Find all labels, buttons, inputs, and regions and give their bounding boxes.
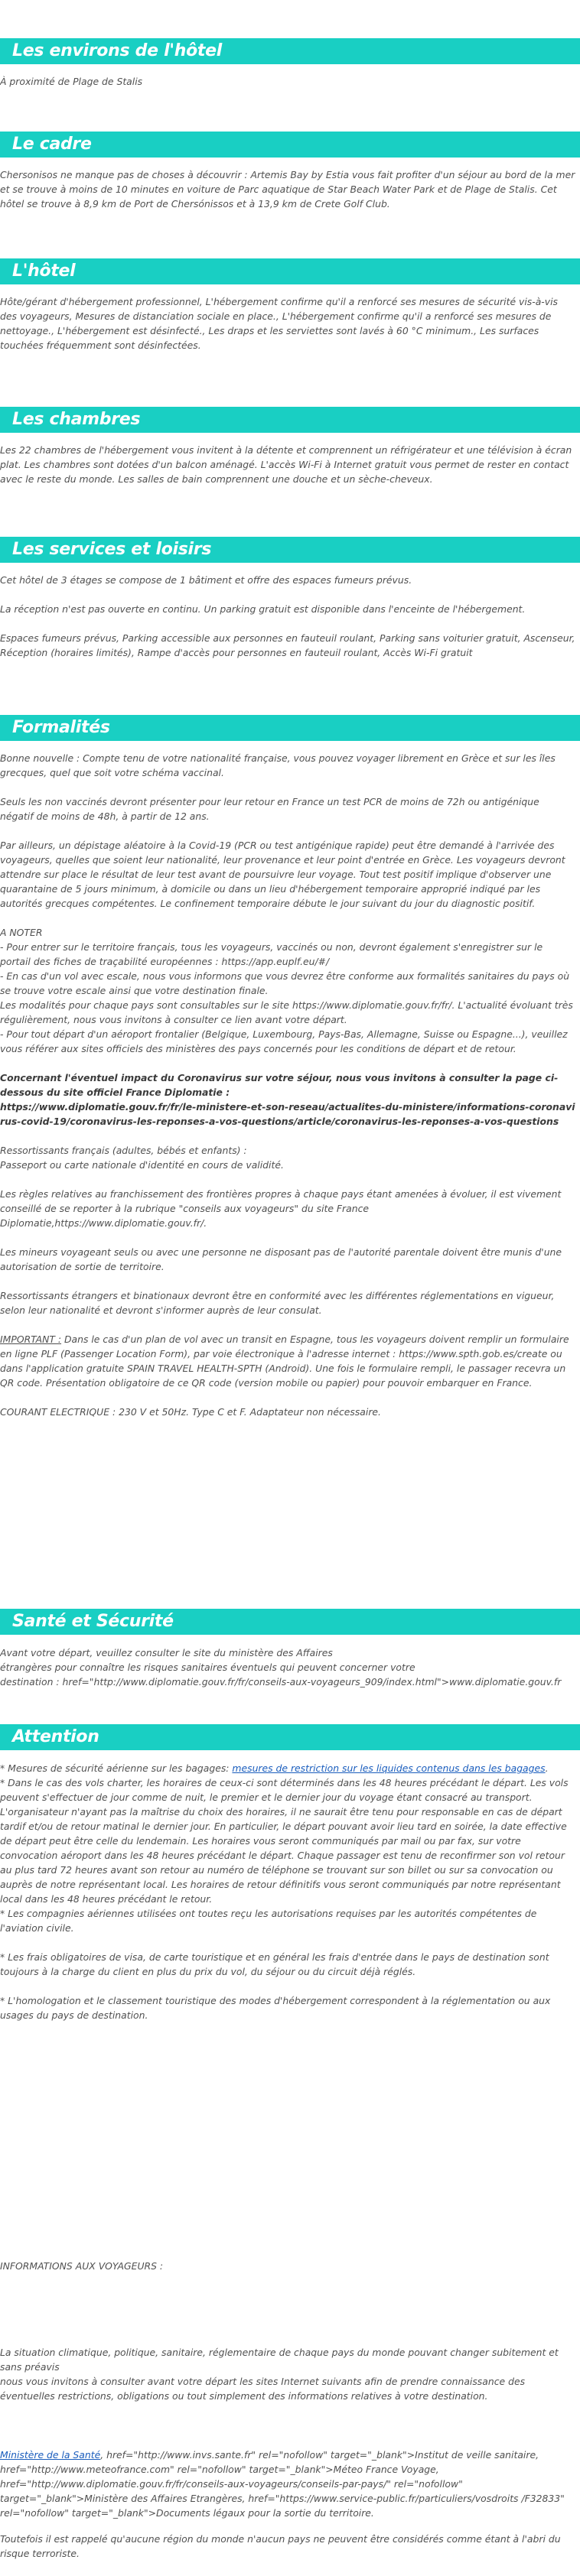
surroundings-text: À proximité de Plage de Stalis [0,76,143,87]
services-paragraph: La réception n'est pas ouverte en continu. Un parking gratuit est disponible dans l'enceinte de l'hébergement. [0,603,526,615]
section-title-formalities: Formalités [0,715,580,741]
formalities-text [0,751,575,1419]
setting-text: Chersonisos ne manque pas de choses à découvrir : Artemis Bay by Estia vous fait profiter d'un séjour au bord de la mer et se trouve à moins de 10 minutes en voiture de Parc aquatique de Star Beach Water Park et de Plage de Stalis. Cet hôtel se trouve à 8,9 km de Port de Chersónissos et à 13,9 km de Crete Golf Club. [0,169,575,210]
travel-info-line: La situation climatique, politique, sanitaire, réglementaire de chaque pays du monde pouvant changer subitement et sans préavis [0,2347,559,2373]
hotel-text: Hôte/gérant d'hébergement professionnel, L'hébergement confirme qu'il a renforcé ses mesures de sécurité vis-à-vis des voyageurs, Mesures de distanciation sociale en place., L'hébergement confirme qu'il a renforcé ses mesures de nettoyage., L'hébergement est désinfecté., Les draps et les serviettes sont lavés à 60 °C minimum., Les surfaces touchées fréquemment sont désinfectées. [0,296,558,351]
health-line: Avant votre départ, veuillez consulter le site du ministère des Affaires [0,1647,333,1658]
rating-paragraph: * L'homologation et le classement touristique des modes d'hébergement correspondent à la réglementation ou aux usages du pays de destination. [0,1995,551,2021]
electric-text: COURANT ELECTRIQUE : 230 V et 50Hz. Type C et F. Adaptateur non nécessaire. [0,1406,381,1418]
section-title-rooms: Les chambres [0,407,580,433]
note-item: - Pour entrer sur le territoire français, tous les voyageurs, vaccinés ou non, devront également s'enregistrer sur le portail des fiches de traçabilité européennes : https://app.euplf.eu/#/ [0,941,543,967]
rooms-text: Les 22 chambres de l'hébergement vous invitent à la détente et comprennent un réfrigérateur et une télévision à écran plat. Les chambres sont dotées d'un balcon aménagé. L'accès Wi-Fi à Internet gratuit vous permet de rester en contact avec le reste du monde. Les salles de bain comprennent une douche et un sèche-cheveux. [0,444,572,485]
travel-info-text [0,2345,575,2403]
schedule-paragraph: * Dans le cas des vols charter, les horaires de ceux-ci sont déterminés dans les 48 heures précédant le départ. Les vols peuvent s'effectuer de jour comme de nuit, le premier et le dernier jour du voyage étant consacré au transport. L'organisateur n'ayant pas la maîtrise du choix des horaires, il ne saurait être tenu pour responsable en cas de départ tardif et/ou de retour matinal le dernier jour. En particulier, le départ pouvant avoir lieu tard en soirée, la date effective de départ peut être celle du lendemain. Les horaires vous seront communiqués par mail ou par fax, sur votre convocation aéroport dans les 48 heures précédant le départ. Chaque passager est tenu de reconfirmer son vol retour au plus tard 72 heures avant son retour au numéro de téléphone se trouvant sur son billet ou sur sa convocation ou auprès de notre représentant local. Les horaires de retour définitifs vous seront communiqués par notre représentant local dans les 48 heures précédant le retour. [0,1777,569,1905]
note-item: - En cas d'un vol avec escale, nous vous informons que vous devrez être conforme aux formalités sanitaires du pays où se trouve votre escale ainsi que votre destination finale. [0,970,570,996]
travel-info-line: nous vous invitons à consulter avant votre départ les sites Internet suivants afin de prendre connaissance des éventuelles restrictions, obligations ou tout simplement des informations relatives à votre destination. [0,2376,526,2402]
note-item: Les modalités pour chaque pays sont consultables sur le site https://www.diplomatie.gouv.fr/fr/. L'actualité évoluant très régulièrement, nous vous invitons à consulter ce lien avant votre départ. [0,999,573,1025]
liquids-restriction-link[interactable]: mesures de restriction sur les liquides contenus dans les bagages [232,1762,546,1774]
official-links [0,2448,575,2520]
section-title-surroundings: Les environs de l'hôtel [0,38,580,64]
coronavirus-notice: Concernant l'éventuel impact du Coronavirus sur votre séjour, nous vous invitons à consulter la page ci-dessous du site officiel France Diplomatie : [0,1072,559,1098]
terrorism-notice: Toutefois il est rappelé qu'aucune région du monde n'aucun pays ne peuvent être considérés comme étant à l'abri du risque terroriste. [0,2533,561,2559]
baggage-label: * Mesures de sécurité aérienne sur les bagages: [0,1762,233,1774]
nationals-heading: Ressortissants français (adultes, bébés et enfants) : [0,1145,247,1156]
health-text [0,1645,575,1689]
section-title-hotel: L'hôtel [0,258,580,284]
minors-text: Les mineurs voyageant seuls ou avec une personne ne disposant pas de l'autorité parentale doivent être munis d'une autorisation de sortie de territoire. [0,1246,562,1272]
note-heading: A NOTER [0,927,43,938]
section-title-setting: Le cadre [0,132,580,158]
services-paragraph: Espaces fumeurs prévus, Parking accessible aux personnes en fauteuil roulant, Parking sans voiturier gratuit, Ascenseur, Réception (horaires limités), Rampe d'accès pour personnes en fauteuil roulant, Accès Wi-Fi gratuit [0,632,575,658]
attention-text [0,1761,575,2022]
services-text [0,573,575,660]
border-rules: Les règles relatives au franchissement des frontières propres à chaque pays étant amenées à évoluer, il est vivement conseillé de se reporter à la rubrique "conseils aux voyageurs" du site France Diplomatie,https://www.diplomatie.gouv.fr/. [0,1188,562,1229]
fees-paragraph: * Les frais obligatoires de visa, de carte touristique et en général les frais d'entrée dans le pays de destination sont toujours à la charge du client en plus du prix du vol, du séjour ou du circuit déjà réglés. [0,1951,549,1977]
important-text: Dans le cas d'un plan de vol avec un transit en Espagne, tous les voyageurs doivent remplir un formulaire en ligne PLF (Passenger Location Form), par voie électronique à l'adresse internet : https://www.spth.gob.es/create ou dans l'application gratuite SPAIN TRAVEL HEALTH-SPTH (Android). Une fois le formulaire rempli, le passager recevra un QR code. Présentation obligatoire de ce QR code (version mobile ou papier) pour pouvoir embarquer en France. [0,1333,569,1389]
nationals-text: Passeport ou carte nationale d'identité en cours de validité. [0,1159,284,1171]
section-title-services: Les services et loisirs [0,537,580,563]
services-paragraph: Cet hôtel de 3 étages se compose de 1 bâtiment et offre des espaces fumeurs prévus. [0,574,412,586]
baggage-line [0,1761,575,1775]
health-line: destination : href="http://www.diplomatie.gouv.fr/fr/conseils-aux-voyageurs_909/index.html">www.diplomatie.gouv.fr [0,1676,562,1688]
health-line: étrangères pour connaître les risques sanitaires éventuels qui peuvent concerner votre [0,1662,415,1673]
travel-info-heading: INFORMATIONS AUX VOYAGEURS : [0,2260,164,2272]
foreigners-text: Ressortissants étrangers et binationaux devront être en conformité avec les différentes réglementations en vigueur, selon leur nationalité et devront s'informer auprès de leur consulat. [0,1290,555,1316]
formalities-paragraph: Par ailleurs, un dépistage aléatoire à la Covid-19 (PCR ou test antigénique rapide) peut être demandé à l'arrivée des voyageurs, quelles que soient leur nationalité, leur provenance et leur point d'entrée en Grèce. Les voyageurs devront attendre sur place le résultat de leur test avant de poursuivre leur voyage. Tout test positif implique d'observer une quarantaine de 5 jours minimum, à domicile ou dans un lieu d'hébergement temporaire approprié indiqué par les autorités grecques compétentes. Le confinement temporaire débute le jour suivant du jour du diagnostic positif. [0,840,565,909]
formalities-paragraph: Seuls les non vaccinés devront présenter pour leur retour en France un test PCR de moins de 72h ou antigénique négatif de moins de 48h, à partir de 12 ans. [0,796,539,822]
section-title-attention: Attention [0,1724,580,1750]
important-label: IMPORTANT : [0,1333,62,1345]
important-paragraph [0,1332,575,1390]
coronavirus-link-text: https://www.diplomatie.gouv.fr/fr/le-ministere-et-son-reseau/actualites-du-ministere/informations-coronavirus-covid-19/coronavirus-les-reponses-a-vos-questions/article/coronavirus-les-reponses-a-vos-questions [0,1101,575,1127]
section-title-health: Santé et Sécurité [0,1609,580,1635]
baggage-dot: . [545,1762,549,1774]
official-links-text: , href="http://www.invs.sante.fr" rel="nofollow" target="_blank">Institut de veille sanitaire, href="http://www.meteofrance.com" rel="nofollow" target="_blank">Méteo France Voyage, href="http://www.diplomatie.gouv.fr/fr/conseils-aux-voyageurs/conseils-par-pays/" rel="nofollow" target="_blank">Ministère des Affaires Etrangères, href="https://www.service-public.fr/particuliers/vosdroits /F32833" rel="nofollow" target="_blank">Documents légaux pour la sortie du territoire. [0,2449,565,2519]
airlines-paragraph: * Les compagnies aériennes utilisées ont toutes reçu les autorisations requises par les autorités compétentes de l'aviation civile. [0,1908,537,1934]
formalities-paragraph: Bonne nouvelle : Compte tenu de votre nationalité française, vous pouvez voyager librement en Grèce et sur les îles grecques, quel que soit votre schéma vaccinal. [0,752,556,778]
note-item: - Pour tout départ d'un aéroport frontalier (Belgique, Luxembourg, Pays-Bas, Allemagne, Suisse ou Espagne...), veuillez vous référer aux sites officiels des ministères des pays concernés pour les conditions de départ et de retour. [0,1028,568,1054]
health-ministry-link[interactable]: Ministère de la Santé [0,2449,101,2461]
